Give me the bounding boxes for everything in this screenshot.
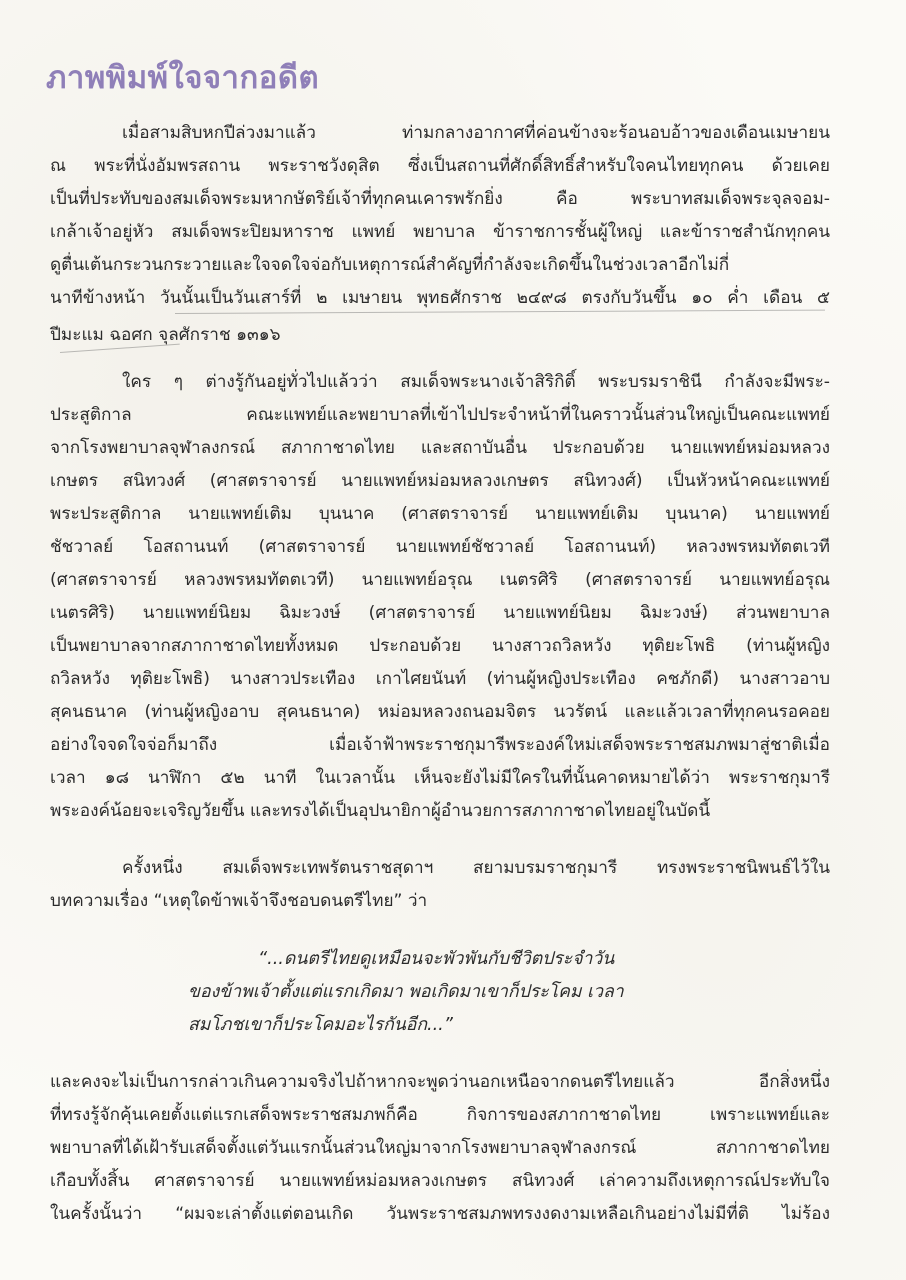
paragraph-line: ดูตื่นเต้นกระวนกระวายและใจจดใจจ่อกับเหตุการณ์สำคัญที่กำลังจะเกิดขึ้นในช่วงเวลาอีกไม่กี่ [50, 255, 730, 275]
paragraph-line: เนตรศิริ) นายแพทย์นิยม ฉิมะวงษ์ (ศาสตราจารย์ นายแพทย์นิยม ฉิมะวงษ์) ส่วนพยาบาล [50, 603, 830, 623]
quote-line: ของข้าพเจ้าตั้งแต่แรกเกิดมา พอเกิดมาเขาก็ประโคม เวลา [188, 982, 624, 1002]
paragraph-line: เกษตร สนิทวงศ์ (ศาสตราจารย์ นายแพทย์หม่อมหลวงเกษตร สนิทวงศ์) เป็นหัวหน้าคณะแพทย์ [50, 471, 830, 491]
paragraph-line: ปีมะแม ฉอศก จุลศักราช ๑๓๑๖ [50, 325, 281, 345]
paragraph-line: พระประสูติกาล นายแพทย์เติม บุนนาค (ศาสตราจารย์ นายแพทย์เติม บุนนาค) นายแพทย์ [50, 504, 830, 524]
paragraph-line: ถวิลหวัง ทุติยะโพธิ) นางสาวประเทือง เกาไศยนันท์ (ท่านผู้หญิงประเทือง คชภักดี) นางสาวอาบ [50, 669, 830, 689]
paragraph-line: พยาบาลที่ได้เฝ้ารับเสด็จตั้งแต่วันแรกนั้นส่วนใหญ่มาจากโรงพยาบาลจุฬาลงกรณ์ สภากาชาดไทย [50, 1138, 830, 1158]
quote-line: “...ดนตรีไทยดูเหมือนจะพัวพันกับชีวิตประจำวัน [258, 949, 615, 969]
paragraph-line: ในครั้งนั้นว่า “ผมจะเล่าตั้งแต่ตอนเกิด วันพระราชสมภพทรงงดงามเหลือเกินอย่างไม่มีที่ติ ไม่ร้อง [50, 1204, 830, 1224]
paragraph-line: นาทีข้างหน้า วันนั้นเป็นวันเสาร์ที่ ๒ เมษายน พุทธศักราช ๒๔๙๘ ตรงกับวันขึ้น ๑๐ ค่ำ เดือน ๕ [50, 288, 830, 308]
paragraph-line: ณ พระที่นั่งอัมพรสถาน พระราชวังดุสิต ซึ่งเป็นสถานที่ศักดิ์สิทธิ์สำหรับใจคนไทยทุกคน ด้วยเคย [50, 156, 830, 176]
document-title: ภาพพิมพ์ใจจากอดีต [46, 60, 320, 96]
paragraph-line: เกือบทั้งสิ้น ศาสตราจารย์ นายแพทย์หม่อมหลวงเกษตร สนิทวงศ์ เล่าความถึงเหตุการณ์ประทับใจ [50, 1171, 830, 1191]
paragraph-line: (ศาสตราจารย์ หลวงพรหมทัตตเวที) นายแพทย์อรุณ เนตรศิริ (ศาสตราจารย์ นายแพทย์อรุณ [50, 570, 830, 590]
pencil-underline-mark [175, 310, 825, 314]
paragraph-line: ชัชวาลย์ โอสถานนท์ (ศาสตราจารย์ นายแพทย์ชัชวาลย์ โอสถานนท์) หลวงพรหมทัตตเวที [50, 537, 830, 557]
paragraph-line: เวลา ๑๘ นาฬิกา ๕๒ นาที ในเวลานั้น เห็นจะยังไม่มีใครในที่นั้นคาดหมายได้ว่า พระราชกุมารี [50, 768, 830, 788]
paragraph-line: สุคนธนาค (ท่านผู้หญิงอาบ สุคนธนาค) หม่อมหลวงถนอมจิตร นวรัตน์ และแล้วเวลาที่ทุกคนรอคอย [50, 702, 830, 722]
paragraph-line: และคงจะไม่เป็นการกล่าวเกินความจริงไปถ้าหากจะพูดว่านอกเหนือจากดนตรีไทยแล้ว อีกสิ่งหนึ่ง [50, 1072, 830, 1092]
paragraph-line: ที่ทรงรู้จักคุ้นเคยตั้งแต่แรกเสด็จพระราชสมภพก็คือ กิจการของสภากาชาดไทย เพราะแพทย์และ [50, 1105, 830, 1125]
paragraph-line: พระองค์น้อยจะเจริญวัยขึ้น และทรงได้เป็นอุปนายิกาผู้อำนวยการสภากาชาดไทยอยู่ในบัดนี้ [50, 801, 711, 821]
paragraph-line: จากโรงพยาบาลจุฬาลงกรณ์ สภากาชาดไทย และสถาบันอื่น ประกอบด้วย นายแพทย์หม่อมหลวง [50, 438, 830, 458]
paragraph-line: บทความเรื่อง “เหตุใดข้าพเจ้าจึงชอบดนตรีไทย” ว่า [50, 891, 428, 911]
quote-line: สมโภชเขาก็ประโคมอะไรกันอีก...” [188, 1015, 453, 1035]
paragraph-line: เมื่อสามสิบหกปีล่วงมาแล้ว ท่ามกลางอากาศที่ค่อนข้างจะร้อนอบอ้าวของเดือนเมษายน [122, 123, 830, 143]
paragraph-line: อย่างใจจดใจจ่อก็มาถึง เมื่อเจ้าฟ้าพระราชกุมารีพระองค์ใหม่เสด็จพระราชสมภพมาสู่ชาติเมื่อ [50, 735, 830, 755]
paragraph-line: ใคร ๆ ต่างรู้กันอยู่ทั่วไปแล้วว่า สมเด็จพระนางเจ้าสิริกิติ์ พระบรมราชินี กำลังจะมีพระ- [122, 372, 830, 392]
paragraph-line: เกล้าเจ้าอยู่หัว สมเด็จพระปิยมหาราช แพทย์ พยาบาล ข้าราชการชั้นผู้ใหญ่ และข้าราชสำนักทุกคน [50, 222, 830, 242]
paragraph-line: เป็นพยาบาลจากสภากาชาดไทยทั้งหมด ประกอบด้วย นางสาวถวิลหวัง ทุติยะโพธิ (ท่านผู้หญิง [50, 636, 830, 656]
paragraph-line: ประสูติกาล คณะแพทย์และพยาบาลที่เข้าไปประจำหน้าที่ในคราวนั้นส่วนใหญ่เป็นคณะแพทย์ [50, 405, 830, 425]
paragraph-line: เป็นที่ประทับของสมเด็จพระมหากษัตริย์เจ้าที่ทุกคนเคารพรักยิ่ง คือ พระบาทสมเด็จพระจุลจอม- [50, 189, 830, 209]
paragraph-line: ครั้งหนึ่ง สมเด็จพระเทพรัตนราชสุดาฯ สยามบรมราชกุมารี ทรงพระราชนิพนธ์ไว้ใน [122, 858, 830, 878]
